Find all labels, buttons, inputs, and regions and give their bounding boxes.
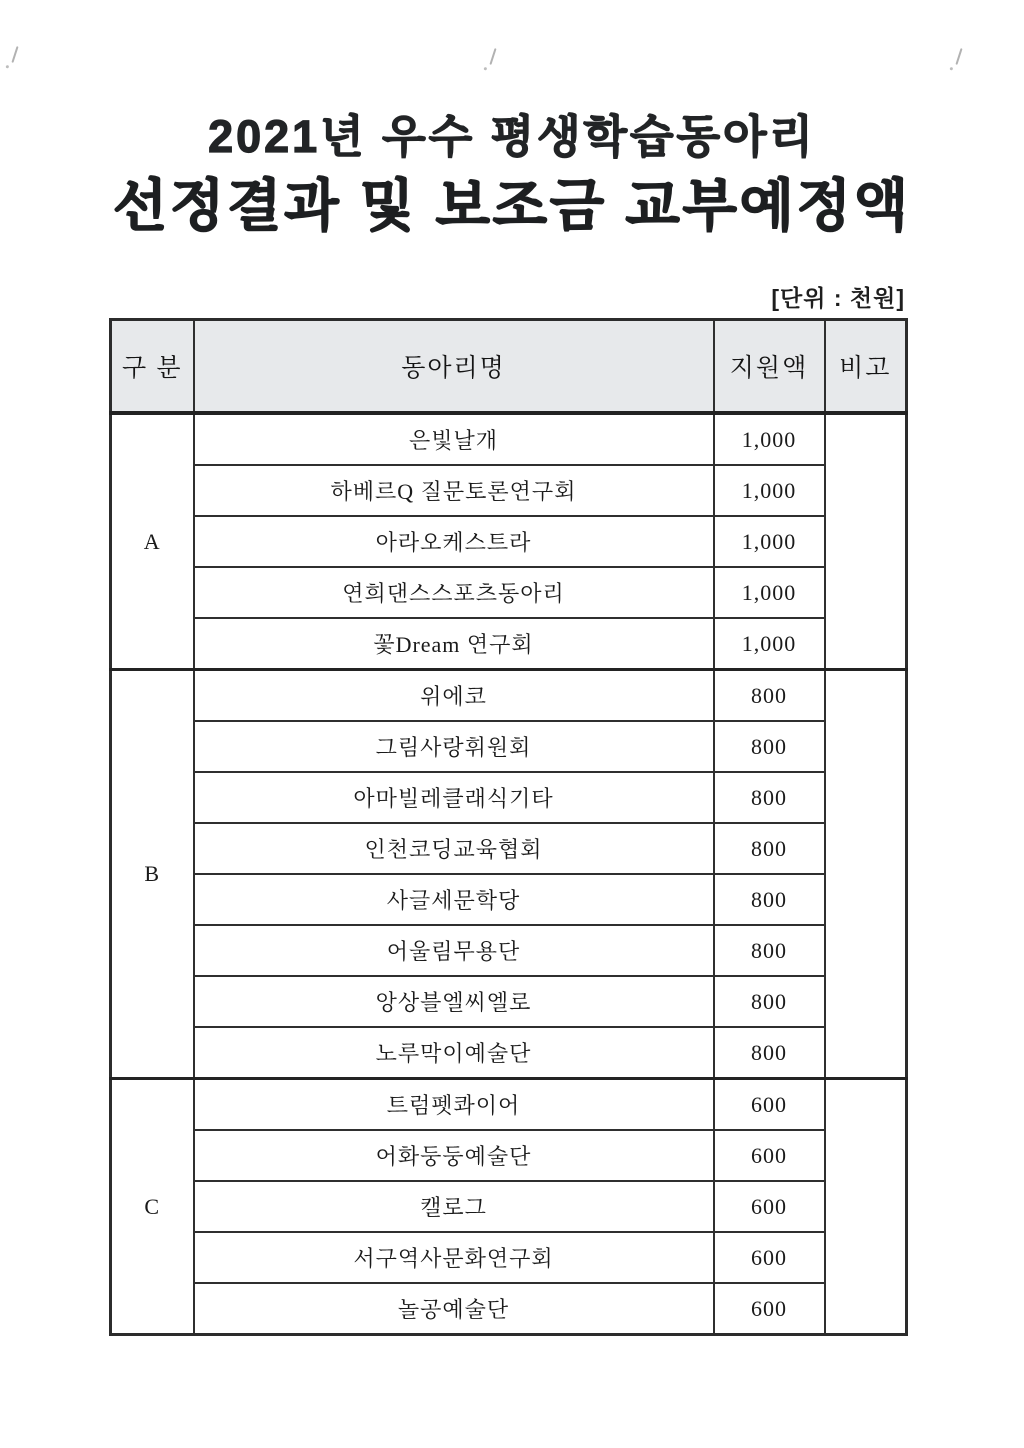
- table-row: [111, 925, 907, 976]
- table-row: [111, 567, 907, 618]
- club-name-cell: 그림사랑휘원회: [194, 721, 714, 772]
- remark-cell: [825, 1079, 907, 1335]
- club-name-cell: 서구역사문화연구회: [194, 1232, 714, 1283]
- club-name-cell: 캘로그: [194, 1181, 714, 1232]
- amount-cell: 1,000: [714, 516, 825, 567]
- remark-cell: [825, 670, 907, 1079]
- club-name-cell: 꽃Dream 연구회: [194, 618, 714, 670]
- amount-cell: 800: [714, 670, 825, 722]
- table-row: [111, 1283, 907, 1335]
- club-name-cell: 놀공예술단: [194, 1283, 714, 1335]
- club-name-cell: 아라오케스트라: [194, 516, 714, 567]
- club-name-cell: 어화둥둥예술단: [194, 1130, 714, 1181]
- club-name-cell: 사글세문학당: [194, 874, 714, 925]
- amount-cell: 1,000: [714, 618, 825, 670]
- amount-cell: 800: [714, 874, 825, 925]
- amount-cell: 1,000: [714, 567, 825, 618]
- table-row: [111, 1079, 907, 1131]
- group-label-cell: B: [111, 670, 194, 1079]
- table-row: [111, 823, 907, 874]
- table-row: [111, 772, 907, 823]
- amount-cell: 800: [714, 1027, 825, 1079]
- amount-cell: 600: [714, 1130, 825, 1181]
- document-title-line2: 선정결과 및 보조금 교부예정액: [113, 174, 911, 237]
- table-row: [111, 413, 907, 465]
- amount-cell: 800: [714, 976, 825, 1027]
- unit-note: [단위 : 천원]: [771, 285, 905, 311]
- table-row: [111, 721, 907, 772]
- amount-cell: 800: [714, 823, 825, 874]
- club-name-cell: 트럼펫콰이어: [194, 1079, 714, 1131]
- column-header-remark: 비고: [825, 320, 907, 414]
- amount-cell: 800: [714, 772, 825, 823]
- club-name-cell: 어울림무용단: [194, 925, 714, 976]
- results-table: [109, 318, 908, 1336]
- club-name-cell: 앙상블엘씨엘로: [194, 976, 714, 1027]
- table-row: [111, 1027, 907, 1079]
- amount-cell: 800: [714, 721, 825, 772]
- table-row: [111, 1181, 907, 1232]
- table-header-row: [111, 320, 907, 414]
- table-row: [111, 516, 907, 567]
- document-title-line1: 2021년 우수 평생학습동아리: [208, 111, 816, 162]
- amount-cell: 600: [714, 1181, 825, 1232]
- club-name-cell: 은빛날개: [194, 413, 714, 465]
- column-header-name: 동아리명: [194, 320, 714, 414]
- club-name-cell: 인천코딩교육협회: [194, 823, 714, 874]
- club-name-cell: 위에코: [194, 670, 714, 722]
- amount-cell: 600: [714, 1283, 825, 1335]
- table-row: [111, 976, 907, 1027]
- table-row: [111, 618, 907, 670]
- club-name-cell: 노루막이예술단: [194, 1027, 714, 1079]
- scan-artifact: [11, 46, 18, 63]
- amount-cell: 1,000: [714, 413, 825, 465]
- column-header-amount: 지원액: [714, 320, 825, 414]
- amount-cell: 1,000: [714, 465, 825, 516]
- table-row: [111, 670, 907, 722]
- club-name-cell: 연희댄스스포츠동아리: [194, 567, 714, 618]
- table-row: [111, 874, 907, 925]
- table-row: [111, 465, 907, 516]
- scan-artifact: [955, 48, 962, 65]
- amount-cell: 600: [714, 1079, 825, 1131]
- column-header-group: 구 분: [111, 320, 194, 414]
- remark-cell: [825, 413, 907, 670]
- amount-cell: 800: [714, 925, 825, 976]
- scan-artifact: [489, 48, 496, 65]
- amount-cell: 600: [714, 1232, 825, 1283]
- club-name-cell: 하베르Q 질문토론연구회: [194, 465, 714, 516]
- table-row: [111, 1130, 907, 1181]
- club-name-cell: 아마빌레클래식기타: [194, 772, 714, 823]
- table-row: [111, 1232, 907, 1283]
- table-body: [111, 413, 907, 1335]
- group-label-cell: A: [111, 413, 194, 670]
- group-label-cell: C: [111, 1079, 194, 1335]
